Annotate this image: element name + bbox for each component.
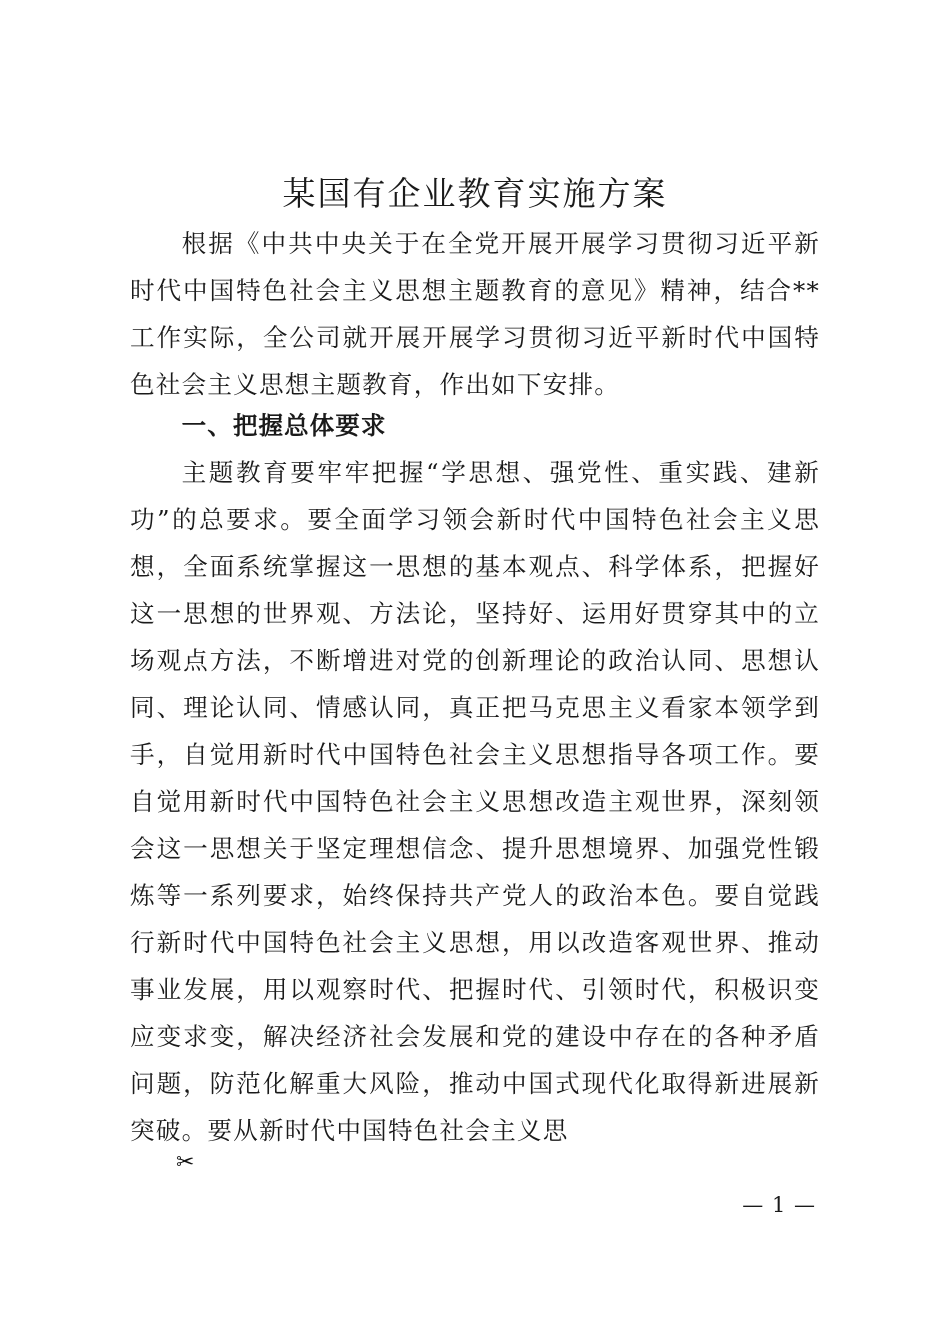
page-number: — 1 — — [742, 1193, 816, 1217]
section-heading-1: 一、把握总体要求 — [181, 411, 387, 440]
intro-paragraph: 根据《中共中央关于在全党开展开展学习贯彻习近平新时代中国特色社会主义思想主题教育的意见》精神，结合**工作实际，全公司就开展开展学习贯彻习近平新时代中国特色社会主义思想主题教育，作出如下安排。 — [130, 229, 820, 399]
section-1-paragraph: 主题教育要牢牢把握“学思想、强党性、重实践、建新功”的总要求。要全面学习领会新时代中国特色社会主义思想，全面系统掌握这一思想的基本观点、科学体系，把握好这一思想的世界观、方法论，坚持好、运用好贯穿其中的立场观点方法，不断增进对党的创新理论的政治认同、思想认同、理论认同、情感认同，真正把马克思主义看家本领学到手，自觉用新时代中国特色社会主义思想指导各项工作。要自觉用新时代中国特色社会主义思想改造主观世界，深刻领会这一思想关于坚定理想信念、提升思想境界、加强党性锻炼等一系列要求，始终保持共产党人的政治本色。要自觉践行新时代中国特色社会主义思想，用以改造客观世界、推动事业发展，用以观察时代、把握时代、引领时代，积极识变应变求变，解决经济社会发展和党的建设中存在的各种矛盾问题，防范化解重大风险，推动中国式现代化取得新进展新突破。要从新时代中国特色社会主义思 — [130, 458, 820, 1145]
scissors-icon: ✂ — [176, 1150, 195, 1175]
document-title: 某国有企业教育实施方案 — [282, 174, 668, 213]
